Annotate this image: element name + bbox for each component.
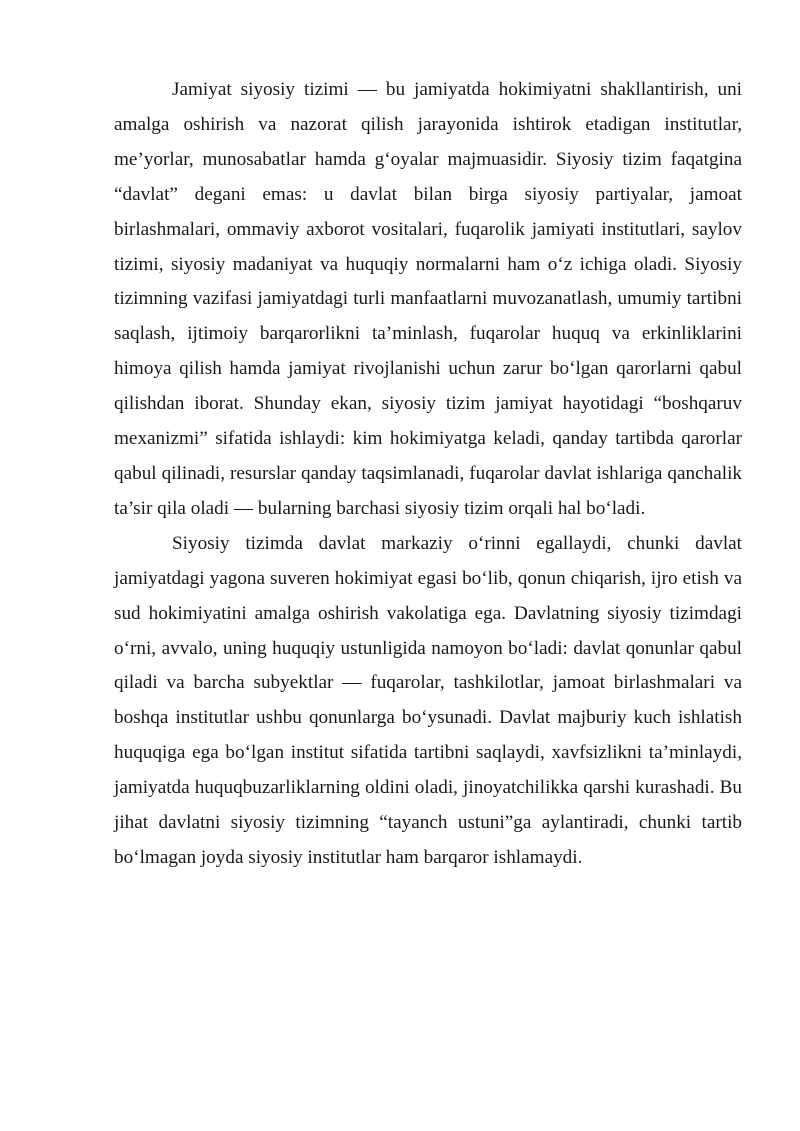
- document-page: [114, 73, 742, 876]
- paragraph: Jamiyat siyosiy tizimi — bu jamiyatda hokimiyatni shakllantirish, uni amalga oshirish va nazorat qilish jarayonida ishtirok etadigan institutlar, me’yorlar, munosabatlar hamda g‘oyalar majmuasidir. Siyosiy tizim faqatgina “davlat” degani emas: u davlat bilan birga siyosiy partiyalar, jamoat birlashmalari, ommaviy axborot vositalari, fuqarolik jamiyati institutlari, saylov tizimi, siyosiy madaniyat va huquqiy normalarni ham o‘z ichiga oladi. Siyosiy tizimning vazifasi jamiyatdagi turli manfaatlarni muvozanatlash, umumiy tartibni saqlash, ijtimoiy barqarorlikni ta’minlash, fuqarolar huquq va erkinliklarini himoya qilish hamda jamiyat rivojlanishi uchun zarur bo‘lgan qarorlarni qabul qilishdan iborat. Shunday ekan, siyosiy tizim jamiyat hayotidagi “boshqaruv mexanizmi” sifatida ishlaydi: kim hokimiyatga keladi, qanday tartibda qarorlar qabul qilinadi, resurslar qanday taqsimlanadi, fuqarolar davlat ishlariga qanchalik ta’sir qila oladi — bularning barchasi siyosiy tizim orqali hal bo‘ladi.: [114, 79, 742, 519]
- paragraph: Siyosiy tizimda davlat markaziy o‘rinni egallaydi, chunki davlat jamiyatdagi yagona suveren hokimiyat egasi bo‘lib, qonun chiqarish, ijro etish va sud hokimiyatini amalga oshirish vakolatiga ega. Davlatning siyosiy tizimdagi o‘rni, avvalo, uning huquqiy ustunligida namoyon bo‘ladi: davlat qonunlar qabul qiladi va barcha subyektlar — fuqarolar, tashkilotlar, jamoat birlashmalari va boshqa institutlar ushbu qonunlarga bo‘ysunadi. Davlat majburiy kuch ishlatish huquqiga ega bo‘lgan institut sifatida tartibni saqlaydi, xavfsizlikni ta’minlaydi, jamiyatda huquqbuzarliklarning oldini oladi, jinoyatchilikka qarshi kurashadi. Bu jihat davlatni siyosiy tizimning “tayanch ustuni”ga aylantiradi, chunki tartib bo‘lmagan joyda siyosiy institutlar ham barqaror ishlamaydi.: [114, 532, 742, 868]
